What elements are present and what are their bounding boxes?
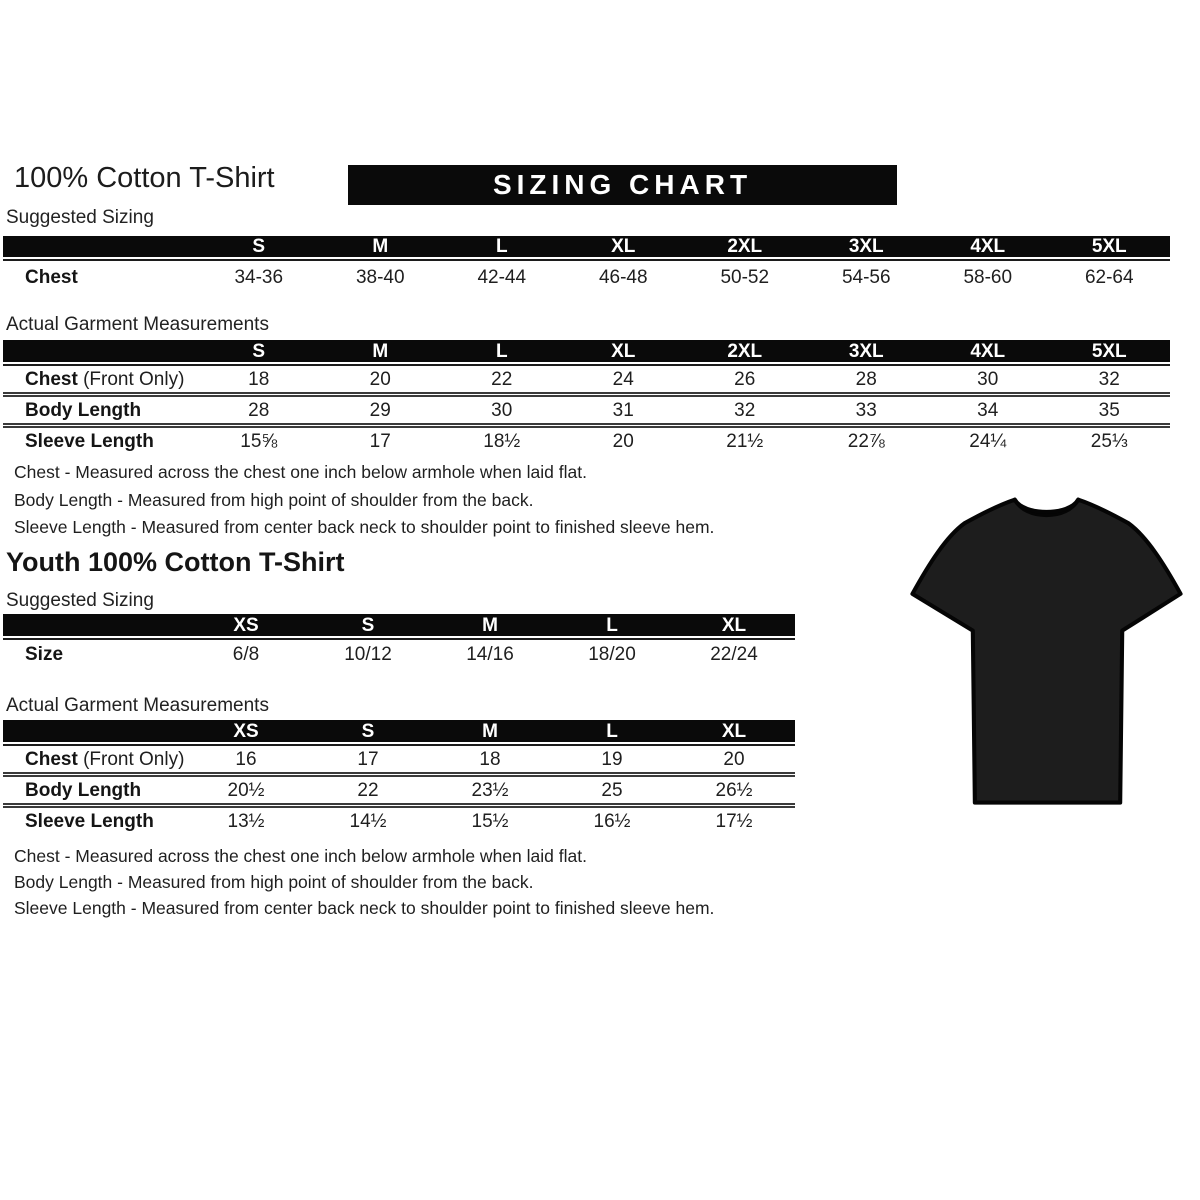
table-cell: 46-48 <box>598 266 648 288</box>
table-row <box>3 808 795 834</box>
column-header: S <box>252 340 266 362</box>
table-cell: 22 <box>491 368 513 390</box>
table-cell: 26 <box>734 368 756 390</box>
table-cell: 30 <box>977 368 999 390</box>
row-label-suffix: (Front Only) <box>77 748 185 770</box>
table-row <box>3 777 795 803</box>
row-label <box>3 750 185 769</box>
table-cell: 6/8 <box>232 644 260 665</box>
table-cell: 33 <box>855 399 877 421</box>
table-cell: 35 <box>1098 399 1120 421</box>
table-cell: 28 <box>248 399 270 421</box>
column-header: XL <box>611 236 636 257</box>
row-label <box>3 781 185 800</box>
column-header: M <box>372 236 389 257</box>
column-header: 5XL <box>1091 340 1127 362</box>
column-header: L <box>606 720 618 742</box>
table-header-row <box>3 340 1170 362</box>
table-cell: 13½ <box>227 810 265 832</box>
table-cell: 16 <box>235 748 257 770</box>
column-header: 4XL <box>970 236 1006 257</box>
table-cell: 22 <box>357 779 379 801</box>
row-label <box>3 370 198 389</box>
row-label-text: Body Length <box>25 779 142 801</box>
table-cell: 25⅓ <box>1090 430 1128 452</box>
note-body-length: Body Length - Measured from high point of shoulder from the back. <box>14 489 534 510</box>
youth-actual-measurements-label: Actual Garment Measurements <box>6 695 269 716</box>
table-cell: 20 <box>723 748 745 770</box>
adult-actual-measurements-table <box>3 340 1170 454</box>
tshirt-silhouette <box>912 500 1180 803</box>
column-header: 3XL <box>848 340 884 362</box>
table-cell: 18 <box>248 368 270 390</box>
row-label-text: Sleeve Length <box>25 430 154 452</box>
column-header: XL <box>611 340 636 362</box>
table-cell: 32 <box>734 399 756 421</box>
row-label <box>3 812 185 831</box>
column-header: XS <box>233 720 259 742</box>
column-header: S <box>361 614 375 636</box>
youth-suggested-sizing-table <box>3 614 795 669</box>
table-cell: 34 <box>977 399 999 421</box>
adult-actual-measurements-label: Actual Garment Measurements <box>6 314 269 335</box>
table-cell: 34-36 <box>234 266 284 288</box>
row-label-text: Chest <box>25 266 78 288</box>
table-cell: 25 <box>601 779 623 801</box>
row-label-text: Sleeve Length <box>25 810 154 832</box>
row-label <box>3 268 198 287</box>
table-row <box>3 746 795 772</box>
row-label-text: Size <box>25 644 64 665</box>
column-header: M <box>482 614 498 636</box>
table-cell: 26½ <box>715 779 753 801</box>
table-cell: 24¼ <box>969 430 1007 452</box>
table-cell: 18½ <box>483 430 521 452</box>
youth-measurement-notes <box>14 843 714 921</box>
row-label-text: Chest <box>25 368 78 390</box>
table-cell: 30 <box>491 399 513 421</box>
note-chest: Chest - Measured across the chest one inch below armhole when laid flat. <box>14 462 587 482</box>
table-cell: 62-64 <box>1084 266 1134 288</box>
column-header: M <box>482 720 498 742</box>
column-header: 5XL <box>1091 236 1127 257</box>
note-chest: Chest - Measured across the chest one inch below armhole when laid flat. <box>14 846 587 866</box>
note-body-length: Body Length - Measured from high point of shoulder from the back. <box>14 872 534 892</box>
table-cell: 18/20 <box>588 644 636 665</box>
table-cell: 20 <box>612 430 634 452</box>
table-row <box>3 261 1170 293</box>
adult-suggested-sizing-table <box>3 236 1170 293</box>
table-cell: 17 <box>369 430 391 452</box>
column-header: XS <box>233 614 259 636</box>
table-header-row <box>3 614 795 636</box>
table-header-row <box>3 720 795 742</box>
table-cell: 22/24 <box>710 644 758 665</box>
table-cell: 10/12 <box>344 644 392 665</box>
table-cell: 14½ <box>349 810 387 832</box>
column-header: 3XL <box>848 236 884 257</box>
row-label-text: Chest <box>25 748 78 770</box>
note-sleeve-length: Sleeve Length - Measured from center back neck to shoulder point to finished sleeve hem. <box>14 517 715 537</box>
table-row <box>3 397 1170 423</box>
column-header: L <box>606 614 618 636</box>
column-header: S <box>361 720 375 742</box>
table-cell: 21½ <box>726 430 764 452</box>
youth-section-title: Youth 100% Cotton T-Shirt <box>6 547 345 577</box>
table-cell: 23½ <box>471 779 509 801</box>
column-header: M <box>372 340 389 362</box>
row-label <box>3 645 185 664</box>
note-sleeve-length: Sleeve Length - Measured from center back neck to shoulder point to finished sleeve hem. <box>14 898 715 918</box>
table-cell: 31 <box>612 399 634 421</box>
column-header: XL <box>721 614 747 636</box>
black-tshirt-image <box>893 473 1200 818</box>
table-cell: 58-60 <box>963 266 1013 288</box>
table-cell: 42-44 <box>477 266 527 288</box>
column-header: S <box>252 236 266 257</box>
column-header: 2XL <box>727 236 763 257</box>
column-header: XL <box>721 720 747 742</box>
table-cell: 15½ <box>471 810 509 832</box>
table-cell: 17½ <box>715 810 753 832</box>
table-row <box>3 366 1170 392</box>
sizing-chart-banner-label: SIZING CHART <box>492 169 753 200</box>
youth-actual-measurements-table <box>3 720 795 834</box>
table-cell: 29 <box>369 399 391 421</box>
table-cell: 32 <box>1098 368 1120 390</box>
row-label-text: Body Length <box>25 399 142 421</box>
table-cell: 38-40 <box>355 266 405 288</box>
table-cell: 14/16 <box>466 644 514 665</box>
table-cell: 16½ <box>593 810 631 832</box>
row-label-suffix: (Front Only) <box>77 368 185 390</box>
table-cell: 50-52 <box>720 266 770 288</box>
table-row <box>3 428 1170 454</box>
column-header: 2XL <box>727 340 763 362</box>
table-cell: 17 <box>357 748 379 770</box>
table-cell: 28 <box>855 368 877 390</box>
row-label <box>3 432 198 451</box>
row-label <box>3 401 198 420</box>
sizing-chart-banner <box>348 165 897 205</box>
adult-measurement-notes <box>14 459 714 542</box>
table-cell: 54-56 <box>841 266 891 288</box>
table-cell: 20 <box>369 368 391 390</box>
column-header: L <box>495 340 508 362</box>
adult-section-title: 100% Cotton T-Shirt <box>14 162 275 194</box>
youth-suggested-sizing-label: Suggested Sizing <box>6 590 154 611</box>
table-cell: 20½ <box>227 779 265 801</box>
table-cell: 22⅞ <box>847 430 885 452</box>
table-cell: 15⅝ <box>240 430 278 452</box>
table-cell: 19 <box>601 748 623 770</box>
table-cell: 24 <box>612 368 634 390</box>
table-cell: 18 <box>479 748 501 770</box>
adult-suggested-sizing-label: Suggested Sizing <box>6 207 154 228</box>
column-header: L <box>495 236 508 257</box>
table-row <box>3 640 795 669</box>
column-header: 4XL <box>970 340 1006 362</box>
table-header-row <box>3 236 1170 257</box>
